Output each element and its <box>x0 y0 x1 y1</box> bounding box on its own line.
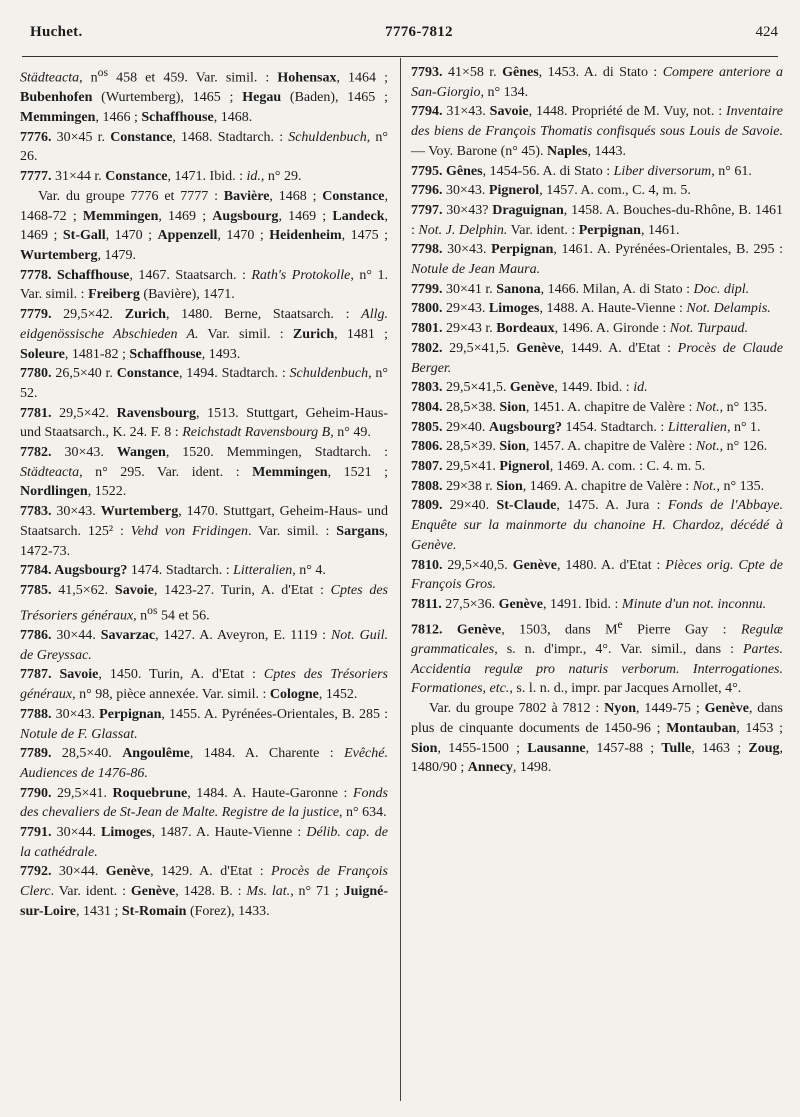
catalog-entry: 7789. 28,5×40. Angoulême, 1484. A. Charente : Evêché. Audiences de 1476-86. <box>20 746 388 781</box>
catalog-entry: 7786. 30×44. Savarzac, 1427. A. Aveyron, E. 1119 : Not. Guil. de Greyssac. <box>20 628 388 663</box>
catalog-entry: 7777. 31×44 r. Constance, 1471. Ibid. : id., n° 29. <box>20 169 302 185</box>
catalog-entry: 7778. Schaffhouse, 1467. Staatsarch. : Rath's Protokolle, n° 1. Var. simil. : Freiberg (Bavière), 1471. <box>20 267 388 303</box>
catalog-entry: 7787. Savoie, 1450. Turin, A. d'Etat : Cptes des Trésoriers généraux, n° 98, pièce annexée. Var. simil. : Cologne, 1452. <box>20 667 389 703</box>
catalog-entry: 7785. 41,5×62. Savoie, 1423-27. Turin, A. d'Etat : Cptes des Trésoriers généraux, $n^{os}$ 54 et 56. <box>20 582 388 624</box>
catalog-entry: Var. du groupe 7776 et 7777 : Bavière, 1468 ; Constance, 1468-72 ; Memmingen, 1469 ; Augsbourg, 1469 ; Landeck, 1469 ; St-Gall, 1470 ; Appenzell, 1470 ; Heidenheim, 1475 ; Wurtemberg, 1479. <box>20 188 389 263</box>
catalog-entry: 7799. 30×41 r. Sanona, 1466. Milan, A. di Stato : Doc. dipl. <box>411 281 750 297</box>
catalog-entry: 7793. 41×58 r. Gênes, 1453. A. di Stato : Compere anteriore a San-Giorgio, n° 134. <box>411 65 783 100</box>
right-column <box>411 63 783 778</box>
catalog-entry: 7784. Augsbourg? 1474. Stadtarch. : Litteralien, n° 4. <box>20 563 326 579</box>
header-range: 7776-7812 <box>385 24 453 40</box>
catalog-entry: 7804. 28,5×38. Sion, 1451. A. chapitre de Valère : Not., n° 135. <box>411 399 768 415</box>
column-divider <box>400 58 401 1101</box>
catalog-entry: 7812. Genève, 1503, dans Me Pierre Gay : Regulæ grammaticales, s. n. d'impr., 4°. Var. simil., dans : Partes. Accidentia regulæ pro naturis verborum. Interrogationes. Formationes, etc., s. l. n. d., impr. par Jacques Arnollet, 4°. <box>411 617 783 697</box>
catalog-entry: 7808. 29×38 r. Sion, 1469. A. chapitre de Valère : Not., n° 135. <box>411 478 765 494</box>
catalog-entry: 7801. 29×43 r. Bordeaux, 1496. A. Gironde : Not. Turpaud. <box>411 321 748 337</box>
page-number: 424 <box>755 24 778 40</box>
catalog-entry: 7795. Gênes, 1454-56. A. di Stato : Liber diversorum, n° 61. <box>411 163 752 179</box>
catalog-entry: 7788. 30×43. Perpignan, 1455. A. Pyrénées-Orientales, B. 285 : Notule de F. Glassat. <box>20 706 388 742</box>
catalog-entry: 7779. 29,5×42. Zurich, 1480. Berne, Staatsarch. : Allg. eidgenössische Abschieden A. Var. simil. : Zurich, 1481 ; Soleure, 1481-82 ; Schaffhouse, 1493. <box>20 307 388 362</box>
catalog-entry: 7810. 29,5×40,5. Genève, 1480. A. d'Etat : Pièces orig. Cpte de François Gros. <box>411 557 783 593</box>
header-author: Huchet. <box>30 24 83 40</box>
catalog-entry: 7800. 29×43. Limoges, 1488. A. Haute-Vienne : Not. Delampis. <box>411 301 771 317</box>
catalog-entry: 7803. 29,5×41,5. Genève, 1449. Ibid. : id. <box>411 380 648 396</box>
catalog-entry: 7807. 29,5×41. Pignerol, 1469. A. com. : C. 4. m. 5. <box>411 459 706 475</box>
catalog-entry: Var. du groupe 7802 à 7812 : Nyon, 1449-75 ; Genève, dans plus de cinquante documents de 1450-96 ; Montauban, 1453 ; Sion, 1455-1500 ; Lausanne, 1457-88 ; Tulle, 1463 ; Zoug, 1480/90 ; Annecy, 1498. <box>411 701 783 776</box>
left-column <box>20 63 388 922</box>
catalog-entry: Städteacta, $n^{os}$ 458 et 459. Var. simil. : Hohensax, 1464 ; Bubenhofen (Wurtemberg), 1465 ; Hegau (Baden), 1465 ; Memmingen, 1466 ; Schaffhouse, 1468. <box>20 66 389 126</box>
running-header <box>30 24 778 50</box>
catalog-entry: 7792. 30×44. Genève, 1429. A. d'Etat : Procès de François Clerc. Var. ident. : Genève, 1428. B. : Ms. lat., n° 71 ; Juigné-sur-Loire, 1431 ; St-Romain (Forez), 1433. <box>20 864 389 919</box>
catalog-entry: 7783. 30×43. Wurtemberg, 1470. Stuttgart, Geheim-Haus- und Staatsarch. 125² : Vehd von Fridingen. Var. simil. : Sargans, 1472-73. <box>20 504 389 559</box>
catalog-entry: 7791. 30×44. Limoges, 1487. A. Haute-Vienne : Délib. cap. de la cathédrale. <box>20 825 388 860</box>
catalog-entry: 7780. 26,5×40 r. Constance, 1494. Stadtarch. : Schuldenbuch, n° 52. <box>20 366 388 401</box>
header-rule <box>22 56 778 57</box>
catalog-entry: 7776. 30×45 r. Constance, 1468. Stadtarch. : Schuldenbuch, n° 26. <box>20 129 388 165</box>
catalog-entry: 7782. 30×43. Wangen, 1520. Memmingen, Stadtarch. : Städteacta, n° 295. Var. ident. : Memmingen, 1521 ; Nordlingen, 1522. <box>20 445 389 500</box>
catalog-entry: 7811. 27,5×36. Genève, 1491. Ibid. : Minute d'un not. inconnu. <box>411 596 767 612</box>
catalog-entry: 7809. 29×40. St-Claude, 1475. A. Jura : Fonds de l'Abbaye. Enquête sur la mainmorte du chanoine H. Chardoz, décédé à Genève. <box>411 498 783 553</box>
catalog-entry: 7798. 30×43. Perpignan, 1461. A. Pyrénées-Orientales, B. 295 : Notule de Jean Maura. <box>411 242 783 278</box>
catalog-entry: 7806. 28,5×39. Sion, 1457. A. chapitre de Valère : Not., n° 126. <box>411 439 768 455</box>
catalog-entry: 7802. 29,5×41,5. Genève, 1449. A. d'Etat : Procès de Claude Berger. <box>411 340 783 376</box>
catalog-entry: 7781. 29,5×42. Ravensbourg, 1513. Stuttgart, Geheim-Haus- und Staatsarch., K. 24. F. 8 : Reichstadt Ravensbourg B, n° 49. <box>20 405 388 441</box>
catalog-entry: 7805. 29×40. Augsbourg? 1454. Stadtarch. : Litteralien, n° 1. <box>411 419 761 435</box>
catalog-entry: 7796. 30×43. Pignerol, 1457. A. com., C. 4, m. 5. <box>411 183 691 199</box>
catalog-entry: 7797. 30×43? Draguignan, 1458. A. Bouches-du-Rhône, B. 1461 : Not. J. Delphin. Var. ident. : Perpignan, 1461. <box>411 202 784 238</box>
catalog-entry: 7794. 31×43. Savoie, 1448. Propriété de M. Vuy, not. : Inventaire des biens de François Thomatis confisqués sous Louis de Savoie. — Voy. Barone (n° 45). Naples, 1443. <box>411 104 783 159</box>
catalog-entry: 7790. 29,5×41. Roquebrune, 1484. A. Haute-Garonne : Fonds des chevaliers de St-Jean de Malte. Registre de la justice, n° 634. <box>20 785 388 821</box>
